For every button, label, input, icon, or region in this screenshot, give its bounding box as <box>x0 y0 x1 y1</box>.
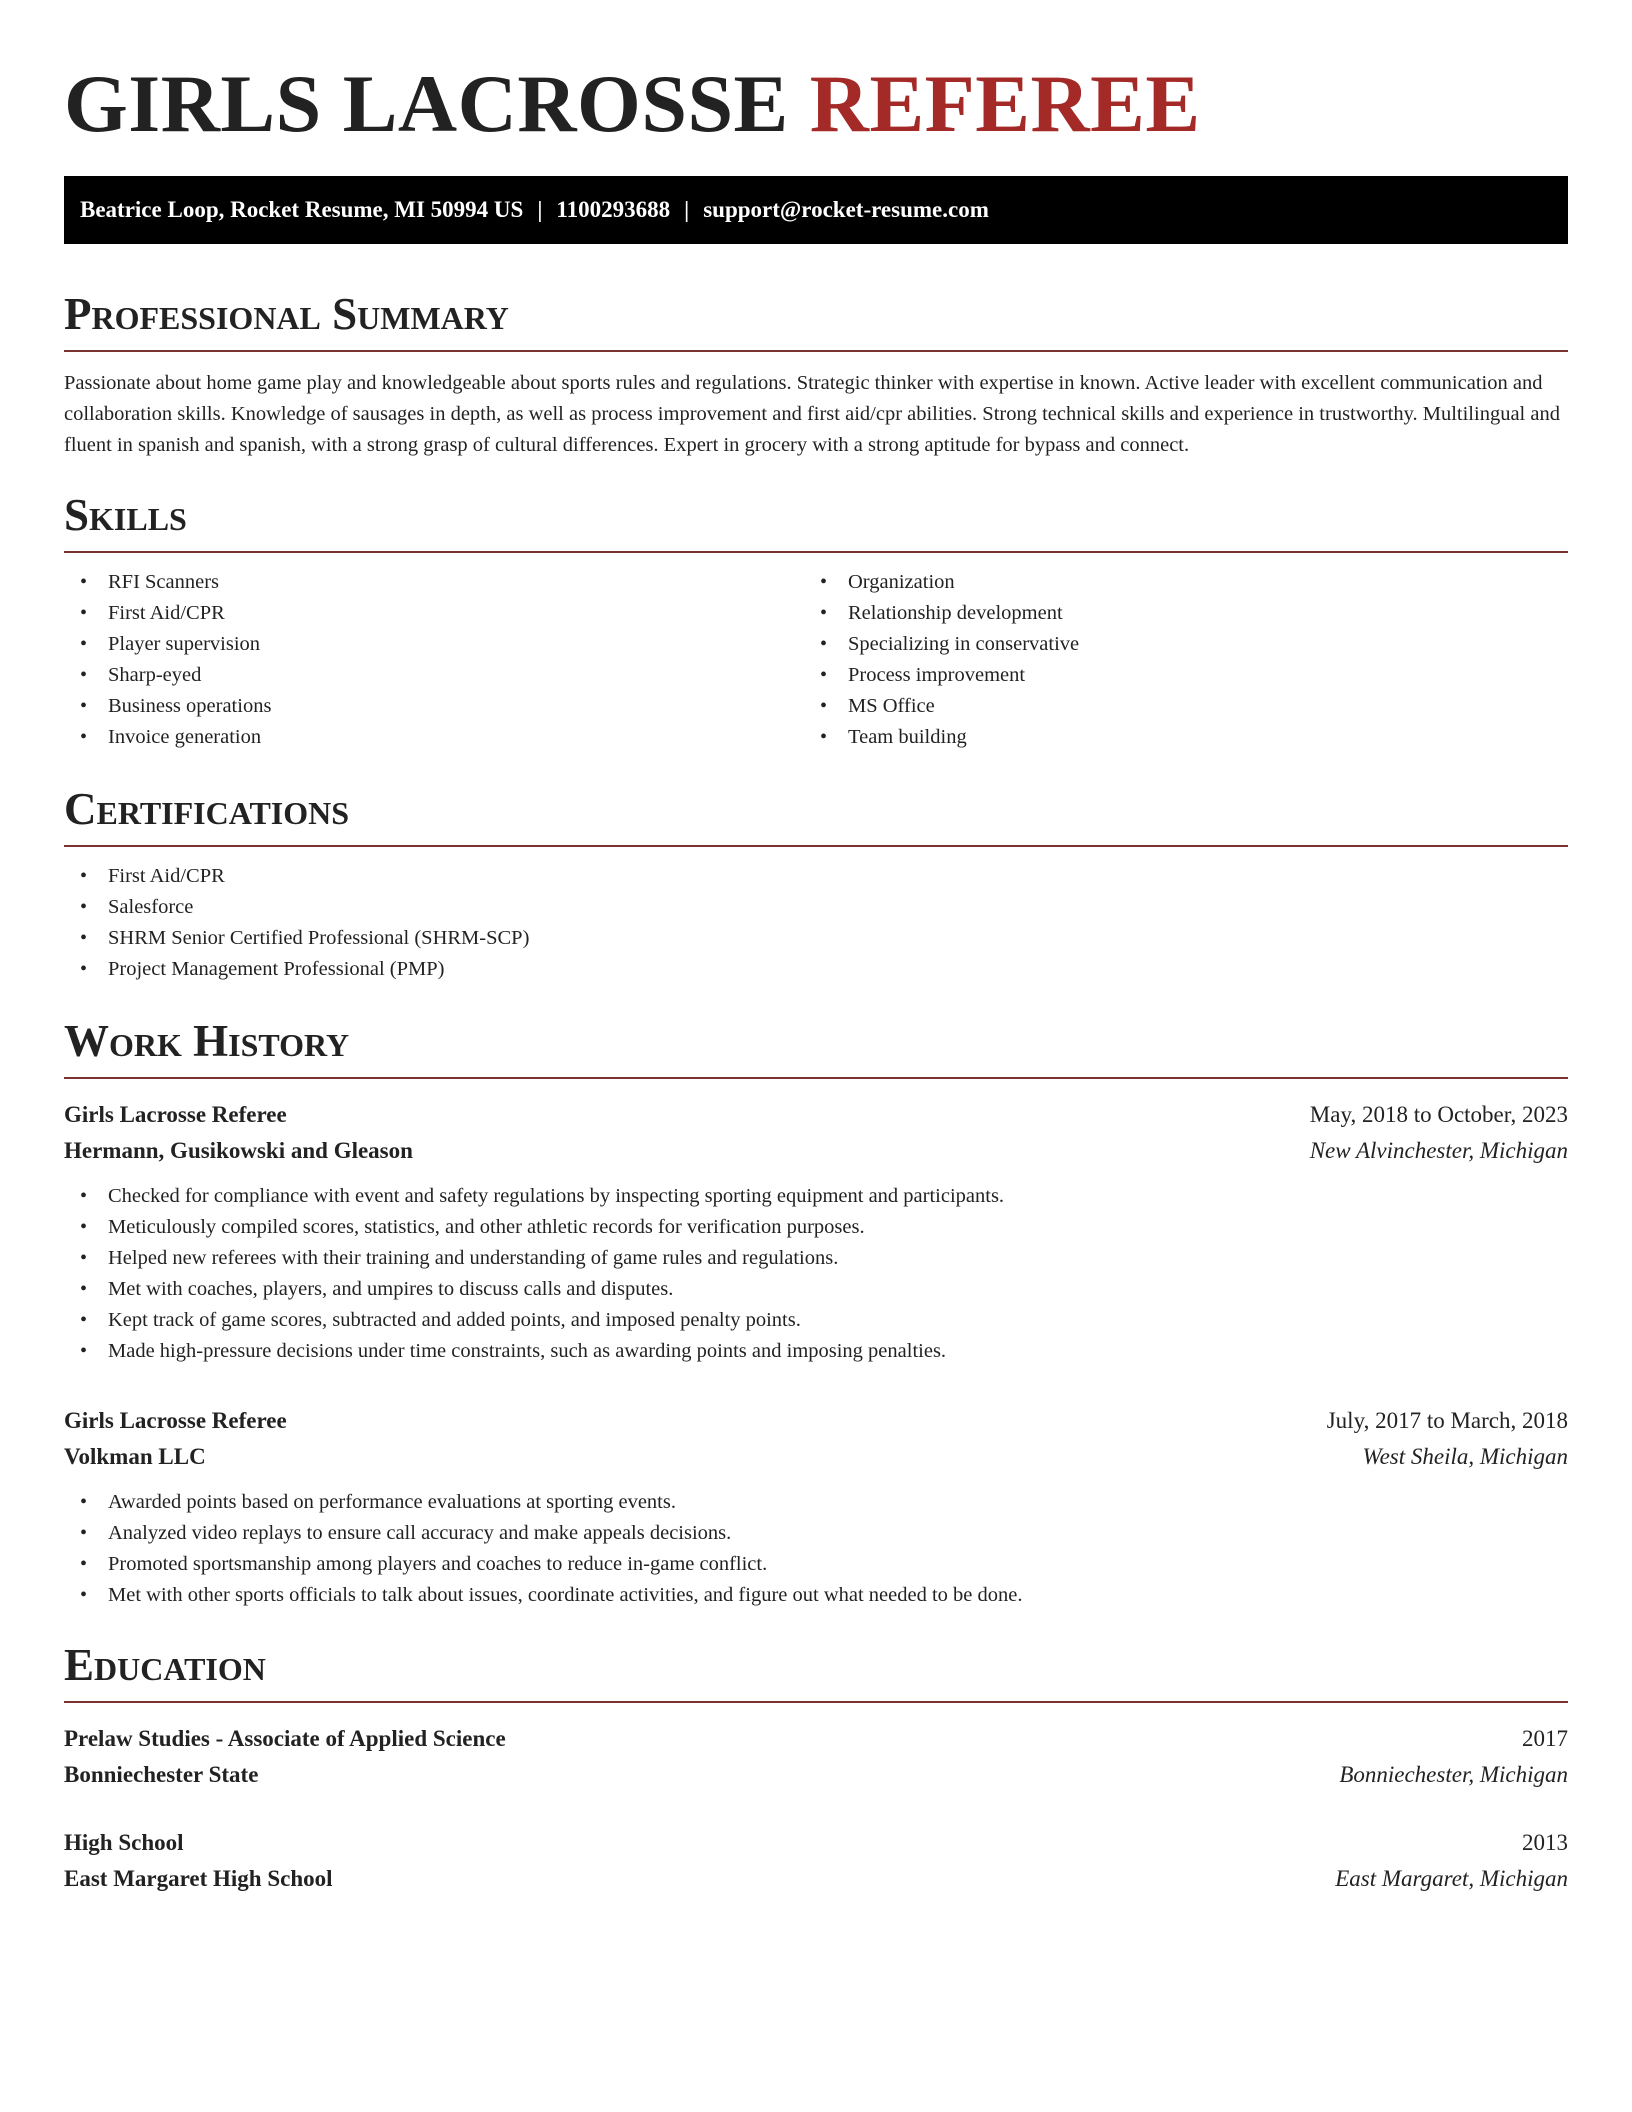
job-entry <box>64 1097 1568 1367</box>
section-divider <box>64 1701 1568 1703</box>
skills-heading: Skills <box>64 490 187 540</box>
education-degree: High School <box>64 1830 184 1855</box>
title-accent: REFEREE <box>809 58 1201 149</box>
job-dates: May, 2018 to October, 2023 <box>1309 1102 1568 1127</box>
education-degree-row <box>64 1721 1568 1757</box>
contact-separator: | <box>537 197 543 222</box>
skill-item: • Relationship development <box>804 598 1544 629</box>
certification-item: • Salesforce <box>64 892 1568 923</box>
job-duty: • Checked for compliance with event and safety regulations by inspecting sporting equipment and participants. <box>64 1181 1568 1212</box>
section-divider <box>64 350 1568 352</box>
skills-right-list <box>804 567 1544 753</box>
education-school: Bonniechester State <box>64 1762 259 1787</box>
education-degree-row <box>64 1825 1568 1861</box>
job-duty: • Kept track of game scores, subtracted and added points, and imposed penalty points. <box>64 1305 1568 1336</box>
education-entry <box>64 1721 1568 1793</box>
job-title-row <box>64 1097 1568 1133</box>
work-history-heading: Work History <box>64 1016 350 1066</box>
contact-email: support@rocket-resume.com <box>703 197 989 222</box>
skill-item: • Specializing in conservative <box>804 629 1544 660</box>
work-history-section <box>64 1015 1568 1611</box>
skill-item: • Process improvement <box>804 660 1544 691</box>
skills-columns <box>64 567 1568 753</box>
skill-item: • Business operations <box>64 691 804 722</box>
skill-item: • Sharp-eyed <box>64 660 804 691</box>
skills-section <box>64 489 1568 753</box>
job-title: Girls Lacrosse Referee <box>64 1408 287 1433</box>
contact-phone: 1100293688 <box>556 197 671 222</box>
education-year: 2013 <box>1522 1830 1568 1855</box>
job-dates: July, 2017 to March, 2018 <box>1326 1408 1568 1433</box>
skill-item: • Team building <box>804 722 1544 753</box>
section-divider <box>64 845 1568 847</box>
job-duty: • Analyzed video replays to ensure call accuracy and make appeals decisions. <box>64 1518 1568 1549</box>
title-main: GIRLS LACROSSE <box>64 58 789 149</box>
contact-address: Beatrice Loop, Rocket Resume, MI 50994 US <box>80 197 524 222</box>
education-school-row <box>64 1757 1568 1793</box>
job-duty: • Awarded points based on performance evaluations at sporting events. <box>64 1487 1568 1518</box>
job-location: New Alvinchester, Michigan <box>1309 1138 1568 1163</box>
job-duty: • Made high-pressure decisions under time constraints, such as awarding points and imposing penalties. <box>64 1336 1568 1367</box>
job-company-row <box>64 1133 1568 1169</box>
education-school: East Margaret High School <box>64 1866 333 1891</box>
contact-separator: | <box>684 197 690 222</box>
job-duty: • Helped new referees with their training and understanding of game rules and regulations. <box>64 1243 1568 1274</box>
section-divider <box>64 551 1568 553</box>
certifications-section <box>64 783 1568 985</box>
certification-item: • SHRM Senior Certified Professional (SHRM-SCP) <box>64 923 1568 954</box>
section-divider <box>64 1077 1568 1079</box>
summary-section <box>64 288 1568 461</box>
education-degree: Prelaw Studies - Associate of Applied Science <box>64 1726 506 1751</box>
certification-item: • Project Management Professional (PMP) <box>64 954 1568 985</box>
education-year: 2017 <box>1522 1726 1568 1751</box>
education-school-row <box>64 1861 1568 1897</box>
job-entry <box>64 1403 1568 1611</box>
contact-bar <box>64 176 1568 244</box>
education-location: Bonniechester, Michigan <box>1339 1762 1568 1787</box>
certifications-list <box>64 861 1568 985</box>
skill-item: • MS Office <box>804 691 1544 722</box>
job-duty: • Met with coaches, players, and umpires to discuss calls and disputes. <box>64 1274 1568 1305</box>
resume-title <box>64 56 1568 152</box>
certifications-heading: Certifications <box>64 784 350 834</box>
skill-item: • RFI Scanners <box>64 567 804 598</box>
job-location: West Sheila, Michigan <box>1362 1444 1568 1469</box>
job-company: Volkman LLC <box>64 1444 206 1469</box>
skill-item: • First Aid/CPR <box>64 598 804 629</box>
job-title: Girls Lacrosse Referee <box>64 1102 287 1127</box>
job-company: Hermann, Gusikowski and Gleason <box>64 1138 413 1163</box>
job-duties-list <box>64 1487 1568 1611</box>
skills-left-list <box>64 567 804 753</box>
job-duty: • Met with other sports officials to talk about issues, coordinate activities, and figure out what needed to be done. <box>64 1580 1568 1611</box>
job-company-row <box>64 1439 1568 1475</box>
job-duty: • Meticulously compiled scores, statistics, and other athletic records for verification purposes. <box>64 1212 1568 1243</box>
summary-heading: Professional Summary <box>64 289 509 339</box>
skill-item: • Organization <box>804 567 1544 598</box>
education-heading: Education <box>64 1640 266 1690</box>
education-location: East Margaret, Michigan <box>1335 1866 1568 1891</box>
education-section <box>64 1639 1568 1897</box>
education-entry <box>64 1825 1568 1897</box>
job-title-row <box>64 1403 1568 1439</box>
skill-item: • Player supervision <box>64 629 804 660</box>
job-duty: • Promoted sportsmanship among players and coaches to reduce in-game conflict. <box>64 1549 1568 1580</box>
job-duties-list <box>64 1181 1568 1367</box>
summary-text: Passionate about home game play and knowledgeable about sports rules and regulations. Strategic thinker with expertise in known. Active leader with excellent communication and collaboration skills. Knowledge of sausages in depth, as well as process improvement and first aid/cpr abilities. Strong technical skills and experience in trustworthy. Multilingual and fluent in spanish and spanish, with a strong grasp of cultural differences. Expert in grocery with a strong aptitude for bypass and connect. <box>64 372 1560 456</box>
certification-item: • First Aid/CPR <box>64 861 1568 892</box>
skill-item: • Invoice generation <box>64 722 804 753</box>
